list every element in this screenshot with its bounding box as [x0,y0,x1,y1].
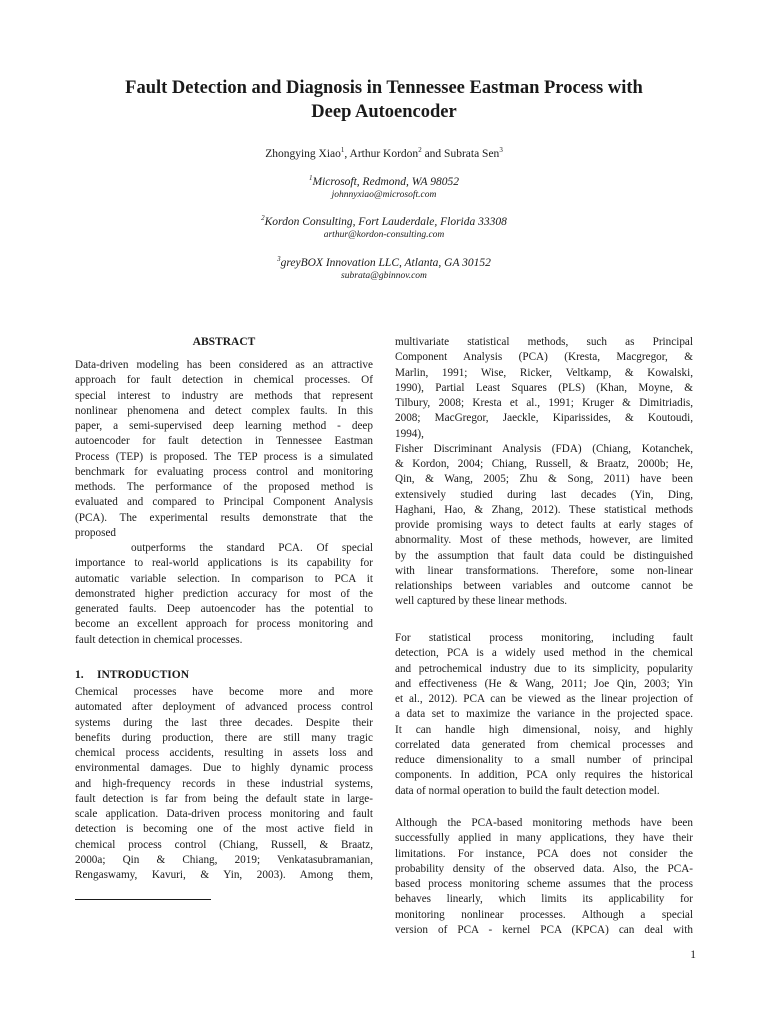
text-line: a data set to maximize the variance in the projected space. [395,708,693,721]
author-affiliation-marker: 3 [499,146,503,154]
text-line: probability density of the observed data. Also, the PCA- [395,862,693,875]
text-line: systems during the last three decades. Despite their [75,716,373,729]
text-line: monitoring nonlinear processes. Although a special [395,908,693,921]
affiliation-block [0,211,768,242]
text-line: benchmark for evaluating process control and monitoring [75,465,373,478]
text-line: environmental damages. Due to highly dynamic process [75,762,373,775]
text-line: 1994), [395,427,424,440]
text-line: & Kordon, 2004; Chiang, Russell, & Braatz, 2000b; He, [395,458,693,470]
text-line: extensively studied during last decades (Yin, Ding, [395,488,693,501]
text-line: and petrochemical industry due to its simplicity, popularity [395,662,693,675]
affiliation-org-name: Kordon Consulting, Fort Lauderdale, Florida 33308 [264,215,507,228]
text-line: Component Analysis (PCA) (Kresta, Macgregor, & [395,351,693,364]
abstract-heading: ABSTRACT [192,336,256,348]
text-line: data of normal operation to build the fault detection model. [395,784,660,797]
text-line: automated after deployment of advanced process control [75,701,373,714]
text-line: demonstrated higher prediction accuracy for most of the [75,587,373,600]
text-line: and high-frequency records in these industrial systems, [75,777,373,790]
text-line: 1990), Partial Least Squares (PLS) (Khan, Moyne, & [395,381,693,394]
text-line: version of PCA - kernel PCA (KPCA) can deal with [395,923,693,936]
text-line: Process (TEP) is proposed. The TEP process is a simulated [75,450,373,463]
text-line: 2000a; Qin & Chiang, 2019; Venkatasubramanian, [75,853,373,866]
text-line: proposed [75,526,117,539]
affiliation-org [0,252,768,270]
text-line: reduce dimensionality to a small number of principal [395,754,693,766]
text-line: outperforms the standard PCA. Of special [131,542,373,554]
text-line: Haghani, Hao, & Zhang, 2012). These statistical methods [395,503,693,516]
text-line: special interest to industry are methods that represent [75,389,373,402]
text-line: Tilbury, 2008; Kresta et al., 1991; Kruger & Dimitriadis, [395,397,693,409]
text-line: well captured by these linear methods. [395,595,568,608]
text-line: 2008; MacGregor, Jaeckle, Kiparissides, & Koutoudi, [395,412,693,425]
section-heading-introduction [75,668,373,683]
text-line: detection, PCA is a widely used method in the chemical [395,647,693,660]
text-line: paper, a semi-supervised deep learning method - deep [75,420,373,432]
text-line: abnormality. Most of these methods, however, are limited [395,534,693,547]
text-line: Qin, & Wang, 2005; Zhu & Song, 2011) have been [395,473,693,486]
author-affiliation-marker: 1 [340,146,345,154]
text-line: successfully applied in many applications, they have their [395,832,693,845]
title-line: Deep Autoencoder [311,102,457,122]
text-line: et al., 2012). PCA can be viewed as the linear projection of [395,693,693,705]
affiliation-org-name: Microsoft, Redmond, WA 98052 [312,175,459,188]
affiliation-email: johnnyxiao@microsoft.com [331,189,437,200]
author-list [0,143,768,161]
text-line: chemical process accidents, resulting in assets loss and [75,747,373,759]
text-line: approach for fault detection in chemical processes. Of [75,374,373,387]
text-line: become an excellent approach for process monitoring and [75,618,373,631]
text-line: behaves linearly, which limits its applicability for [395,893,693,906]
text-line: scale application. Data-driven process monitoring and fault [75,808,373,820]
text-line: generated faults. Deep autoencoder has the potential to [75,603,373,615]
text-line: benefits during production, there are still many tragic [75,731,373,744]
text-line: detection is becoming one of the most active field in [75,823,373,836]
text-line: autoencoder for fault detection in Tennessee Eastman [75,435,373,448]
text-line: nonlinear phenomena and detect complex faults. In this [75,404,373,417]
text-line: Data-driven modeling has been considered as an attractive [75,359,373,371]
page-number: 1 [690,949,696,961]
text-line: (PCA). The experimental results demonstrate that the [75,511,373,524]
text-line: fault detection is far from being the default state in large- [75,792,373,805]
text-line: based process monitoring scheme assumes that the process [395,878,693,890]
text-line: Rengaswamy, Kavuri, & Yin, 2003). Among them, [75,869,373,881]
text-line: chemical process control (Chiang, Russell, & Braatz, [75,838,373,851]
text-line: relationships between variables and outcome cannot be [395,580,693,592]
paper-title [60,76,708,124]
text-line: methods. The performance of the proposed method is [75,481,373,493]
affiliation-org-name: greyBOX Innovation LLC, Atlanta, GA 30152 [280,256,491,269]
text-line: automatic variable selection. In comparison to PCA it [75,572,373,585]
title-line: Fault Detection and Diagnosis in Tennessee Eastman Process with [125,78,643,98]
text-line: and effectiveness (He & Wang, 2011; Joe Qin, 2003; Yin [395,677,693,690]
affiliation-marker: 2 [261,214,265,222]
text-line: provide promising ways to detect faults at early stages of [395,519,693,531]
affiliation-block [0,171,768,202]
text-line: components. In addition, PCA only requires the historical [395,769,693,782]
text-line: limitations. For instance, PCA does not consider the [395,847,693,860]
right-column-paragraph [395,335,693,610]
text-line: Marlin, 1991; Wise, Ricker, Veltkamp, & Kowalski, [395,366,693,379]
author-affiliation-marker: 2 [418,146,422,154]
author-separator: and [421,147,445,160]
affiliation-marker: 3 [277,255,281,263]
right-column-paragraph [395,631,693,799]
affiliation-email: arthur@kordon-consulting.com [323,229,445,240]
author-separator: , [344,147,350,160]
author-name: Subrata Sen [444,147,500,160]
text-line: Fisher Discriminant Analysis (FDA) (Chiang, Kotanchek, [395,442,693,455]
abstract-body [75,358,373,648]
text-line: It can handle high dimensional, noisy, and highly [395,723,693,736]
affiliation-org [0,211,768,229]
text-line: by the assumption that fault data could be distinguished [395,549,693,562]
text-line: correlated data generated from chemical processes and [395,738,693,751]
text-line: fault detection in chemical processes. [75,633,243,646]
affiliation-org [0,171,768,189]
affiliation-block [0,252,768,283]
author-name: Zhongying Xiao [265,147,341,160]
text-line: Although the PCA-based monitoring methods have been [395,817,693,829]
text-line: Chemical processes have become more and more [75,686,373,698]
right-column-paragraph [395,816,693,938]
author-name: Arthur Kordon [349,147,419,160]
introduction-body [75,685,373,883]
footnote-separator [75,899,211,900]
text-line: multivariate statistical methods, such as Principal [395,336,693,348]
affiliation-marker: 1 [309,174,313,182]
affiliation-email: subrata@gbinnov.com [341,270,427,281]
section-title: INTRODUCTION [97,669,190,681]
text-line: importance to real-world applications is its capability for [75,557,373,570]
text-line: evaluated and compared to Principal Component Analysis [75,496,373,509]
section-number: 1. [75,669,84,681]
text-line: with linear transformations. Therefore, some non-linear [395,564,693,577]
text-line: For statistical process monitoring, including fault [395,632,693,644]
